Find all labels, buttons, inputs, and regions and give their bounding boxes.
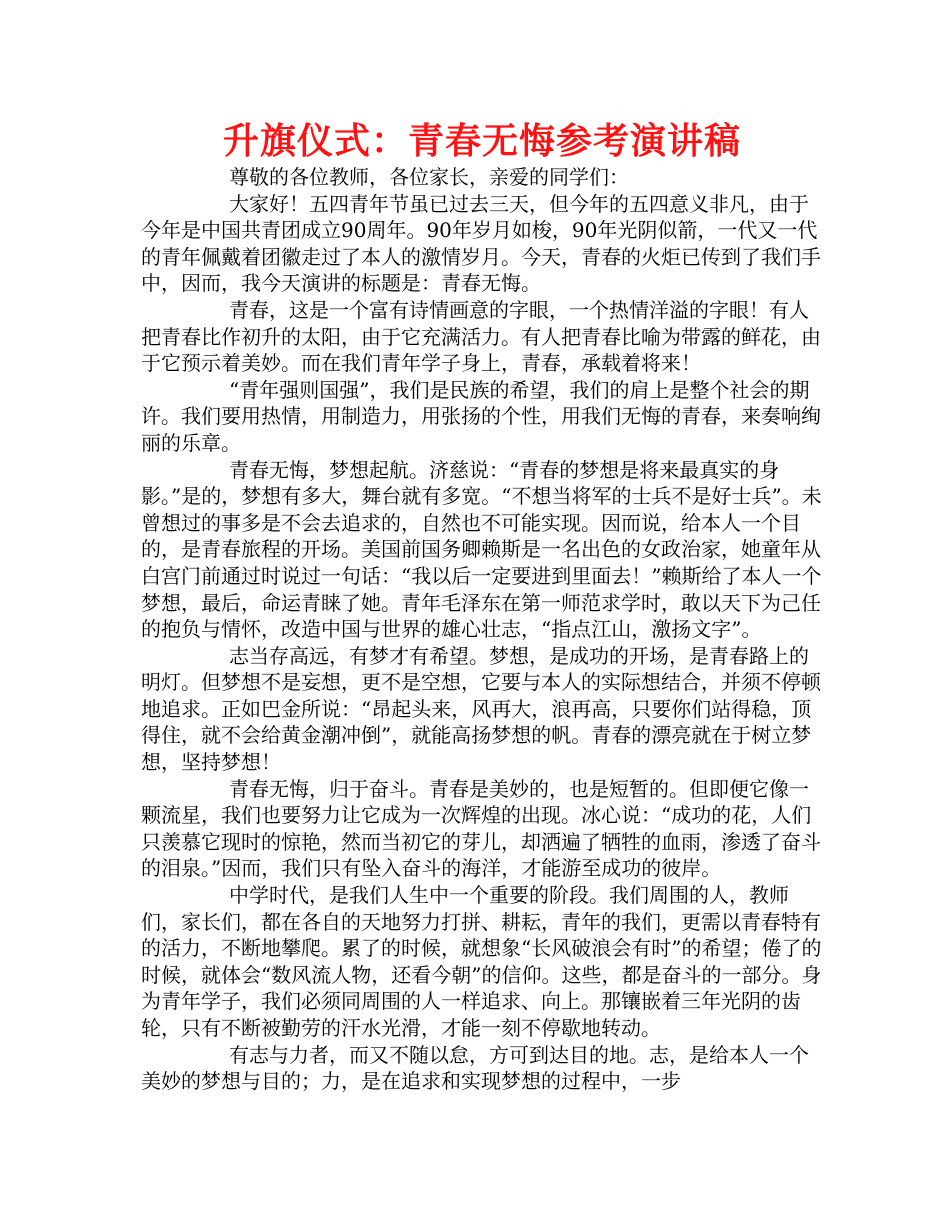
document-body <box>141 164 823 1095</box>
document-page <box>141 120 823 1095</box>
paragraph-6: 青春无悔，归于奋斗。青春是美妙的，也是短暂的。但即便它像一颗流星，我们也要努力让它成为一次辉煌的出现。冰心说：“成功的花，人们只羡慕它现时的惊艳，然而当初它的芽儿，却洒遍了牺牲的血雨，渗透了奋斗的泪泉。”因而，我们只有坠入奋斗的海洋，才能游至成功的彼岸。 <box>141 776 821 881</box>
paragraph-5: 志当存高远，有梦才有希望。梦想，是成功的开场，是青春路上的明灯。但梦想不是妄想，更不是空想，它要与本人的实际想结合，并须不停顿地追求。正如巴金所说：“昂起头来，风再大，浪再高，只要你们站得稳，顶得住，就不会给黄金潮冲倒”，就能高扬梦想的帆。青春的漂亮就在于树立梦想，坚持梦想！ <box>141 643 821 775</box>
paragraph-2: 青春，这是一个富有诗情画意的字眼，一个热情洋溢的字眼！有人把青春比作初升的太阳，由于它充满活力。有人把青春比喻为带露的鲜花，由于它预示着美妙。而在我们青年学子身上，青春，承载着将来！ <box>141 297 821 376</box>
paragraph-3: “青年强则国强”，我们是民族的希望，我们的肩上是整个社会的期许。我们要用热情，用制造力，用张扬的个性，用我们无悔的青春，来奏响绚丽的乐章。 <box>141 377 821 455</box>
paragraph-4: 青春无悔，梦想起航。济慈说：“青春的梦想是将来最真实的身影。”是的，梦想有多大，舞台就有多宽。“不想当将军的士兵不是好士兵”。未曾想过的事多是不会去追求的，自然也不可能实现。因而说，给本人一个目的，是青春旅程的开场。美国前国务卿赖斯是一名出色的女政治家，她童年从白宫门前通过时说过一句话：“我以后一定要进到里面去！”赖斯给了本人一个梦想，最后，命运青睐了她。青年毛泽东在第一师范求学时，敢以天下为己任的抱负与情怀，改造中国与世界的雄心壮志，“指点江山，激扬文字”。 <box>141 457 822 642</box>
salutation: 尊敬的各位教师，各位家长，亲爱的同学们： <box>229 165 629 189</box>
document-title: 升旗仪式：青春无悔参考演讲稿 <box>222 121 741 162</box>
paragraph-8: 有志与力者，而又不随以怠，方可到达目的地。志，是给本人一个美妙的梦想与目的；力，是在追求和实现梦想的过程中，一步 <box>141 1042 809 1094</box>
paragraph-7: 中学时代，是我们人生中一个重要的阶段。我们周围的人，教师们，家长们，都在各自的天地努力打拼、耕耘，青年的我们，更需以青春特有的活力，不断地攀爬。累了的时候，就想象“长风破浪会有时”的希望；倦了的时候，就体会“数风流人物，还看今朝”的信仰。这些，都是奋斗的一部分。身为青年学子，我们必须同周围的人一样追求、向上。那镶嵌着三年光阴的齿轮，只有不断被勤劳的汗水光滑，才能一刻不停歇地转动。 <box>141 883 822 1040</box>
paragraph-1: 大家好！五四青年节虽已过去三天，但今年的五四意义非凡，由于今年是中国共青团成立90周年。90年岁月如梭，90年光阴似箭，一代又一代的青年佩戴着团徽走过了本人的激情岁月。今天，青春的火炬已传到了我们手中，因而，我今天演讲的标题是：青春无悔。 <box>141 191 821 296</box>
